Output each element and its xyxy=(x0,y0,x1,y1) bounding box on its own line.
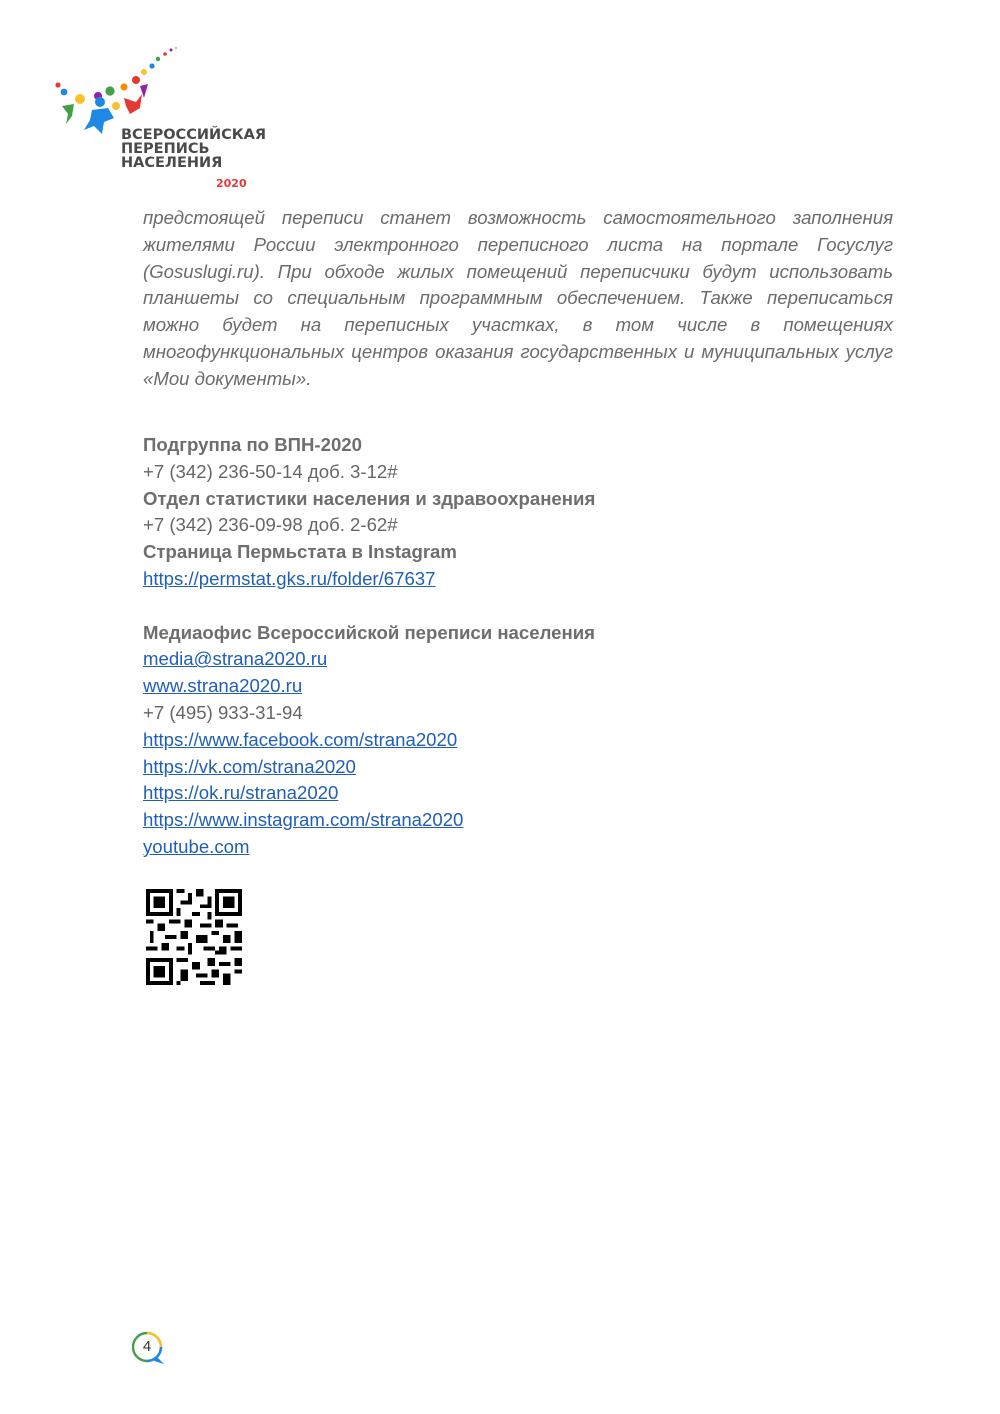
media-site-link[interactable]: www.strana2020.ru xyxy=(143,675,303,697)
youtube-link[interactable]: youtube.com xyxy=(143,835,250,857)
qr-code xyxy=(146,889,242,985)
insta-title: Страница Пермьстата в Instagram xyxy=(143,541,457,563)
media-title: Медиаофис Всероссийской переписи населения xyxy=(143,621,595,643)
facebook-link[interactable]: https://www.facebook.com/strana2020 xyxy=(143,728,458,750)
dept-title: Отдел статистики населения и здравоохранения xyxy=(143,487,596,509)
group-phone: +7 (342) 236-50-14 доб. 3-12# xyxy=(143,460,398,482)
ok-link[interactable]: https://ok.ru/strana2020 xyxy=(143,782,339,804)
contacts-section xyxy=(143,432,903,861)
logo-title xyxy=(121,128,266,170)
census-logo xyxy=(44,44,274,194)
page-number: 4 xyxy=(142,1338,152,1355)
logo-line: ПЕРЕПИСЬ xyxy=(121,141,210,157)
vk-link[interactable]: https://vk.com/strana2020 xyxy=(143,755,356,777)
logo-line: ВСЕРОССИЙСКАЯ xyxy=(121,127,266,143)
dept-phone: +7 (342) 236-09-98 доб. 2-62# xyxy=(143,514,398,536)
media-phone: +7 (495) 933-31-94 xyxy=(143,701,303,723)
intro-paragraph: предстоящей переписи станет возможность самостоятельного заполнения жителями России электронного переписного листа на портале Госуслуг (Gosuslugi.ru). При обходе жилых помещений переписчики будут использовать планшеты со специальным программным обеспечением. Также переписаться можно будет на переписных участках, в том числе в помещениях многофункциональных центров оказания государственных и муниципальных услуг «Мои документы». xyxy=(143,207,893,389)
permstat-link[interactable]: https://permstat.gks.ru/folder/67637 xyxy=(143,567,436,589)
logo-year: 2020 xyxy=(216,177,247,190)
media-email-link[interactable]: media@strana2020.ru xyxy=(143,648,328,670)
logo-line: НАСЕЛЕНИЯ xyxy=(121,155,223,171)
instagram-link[interactable]: https://www.instagram.com/strana2020 xyxy=(143,809,464,831)
group-title: Подгруппа по ВПН-2020 xyxy=(143,434,362,455)
